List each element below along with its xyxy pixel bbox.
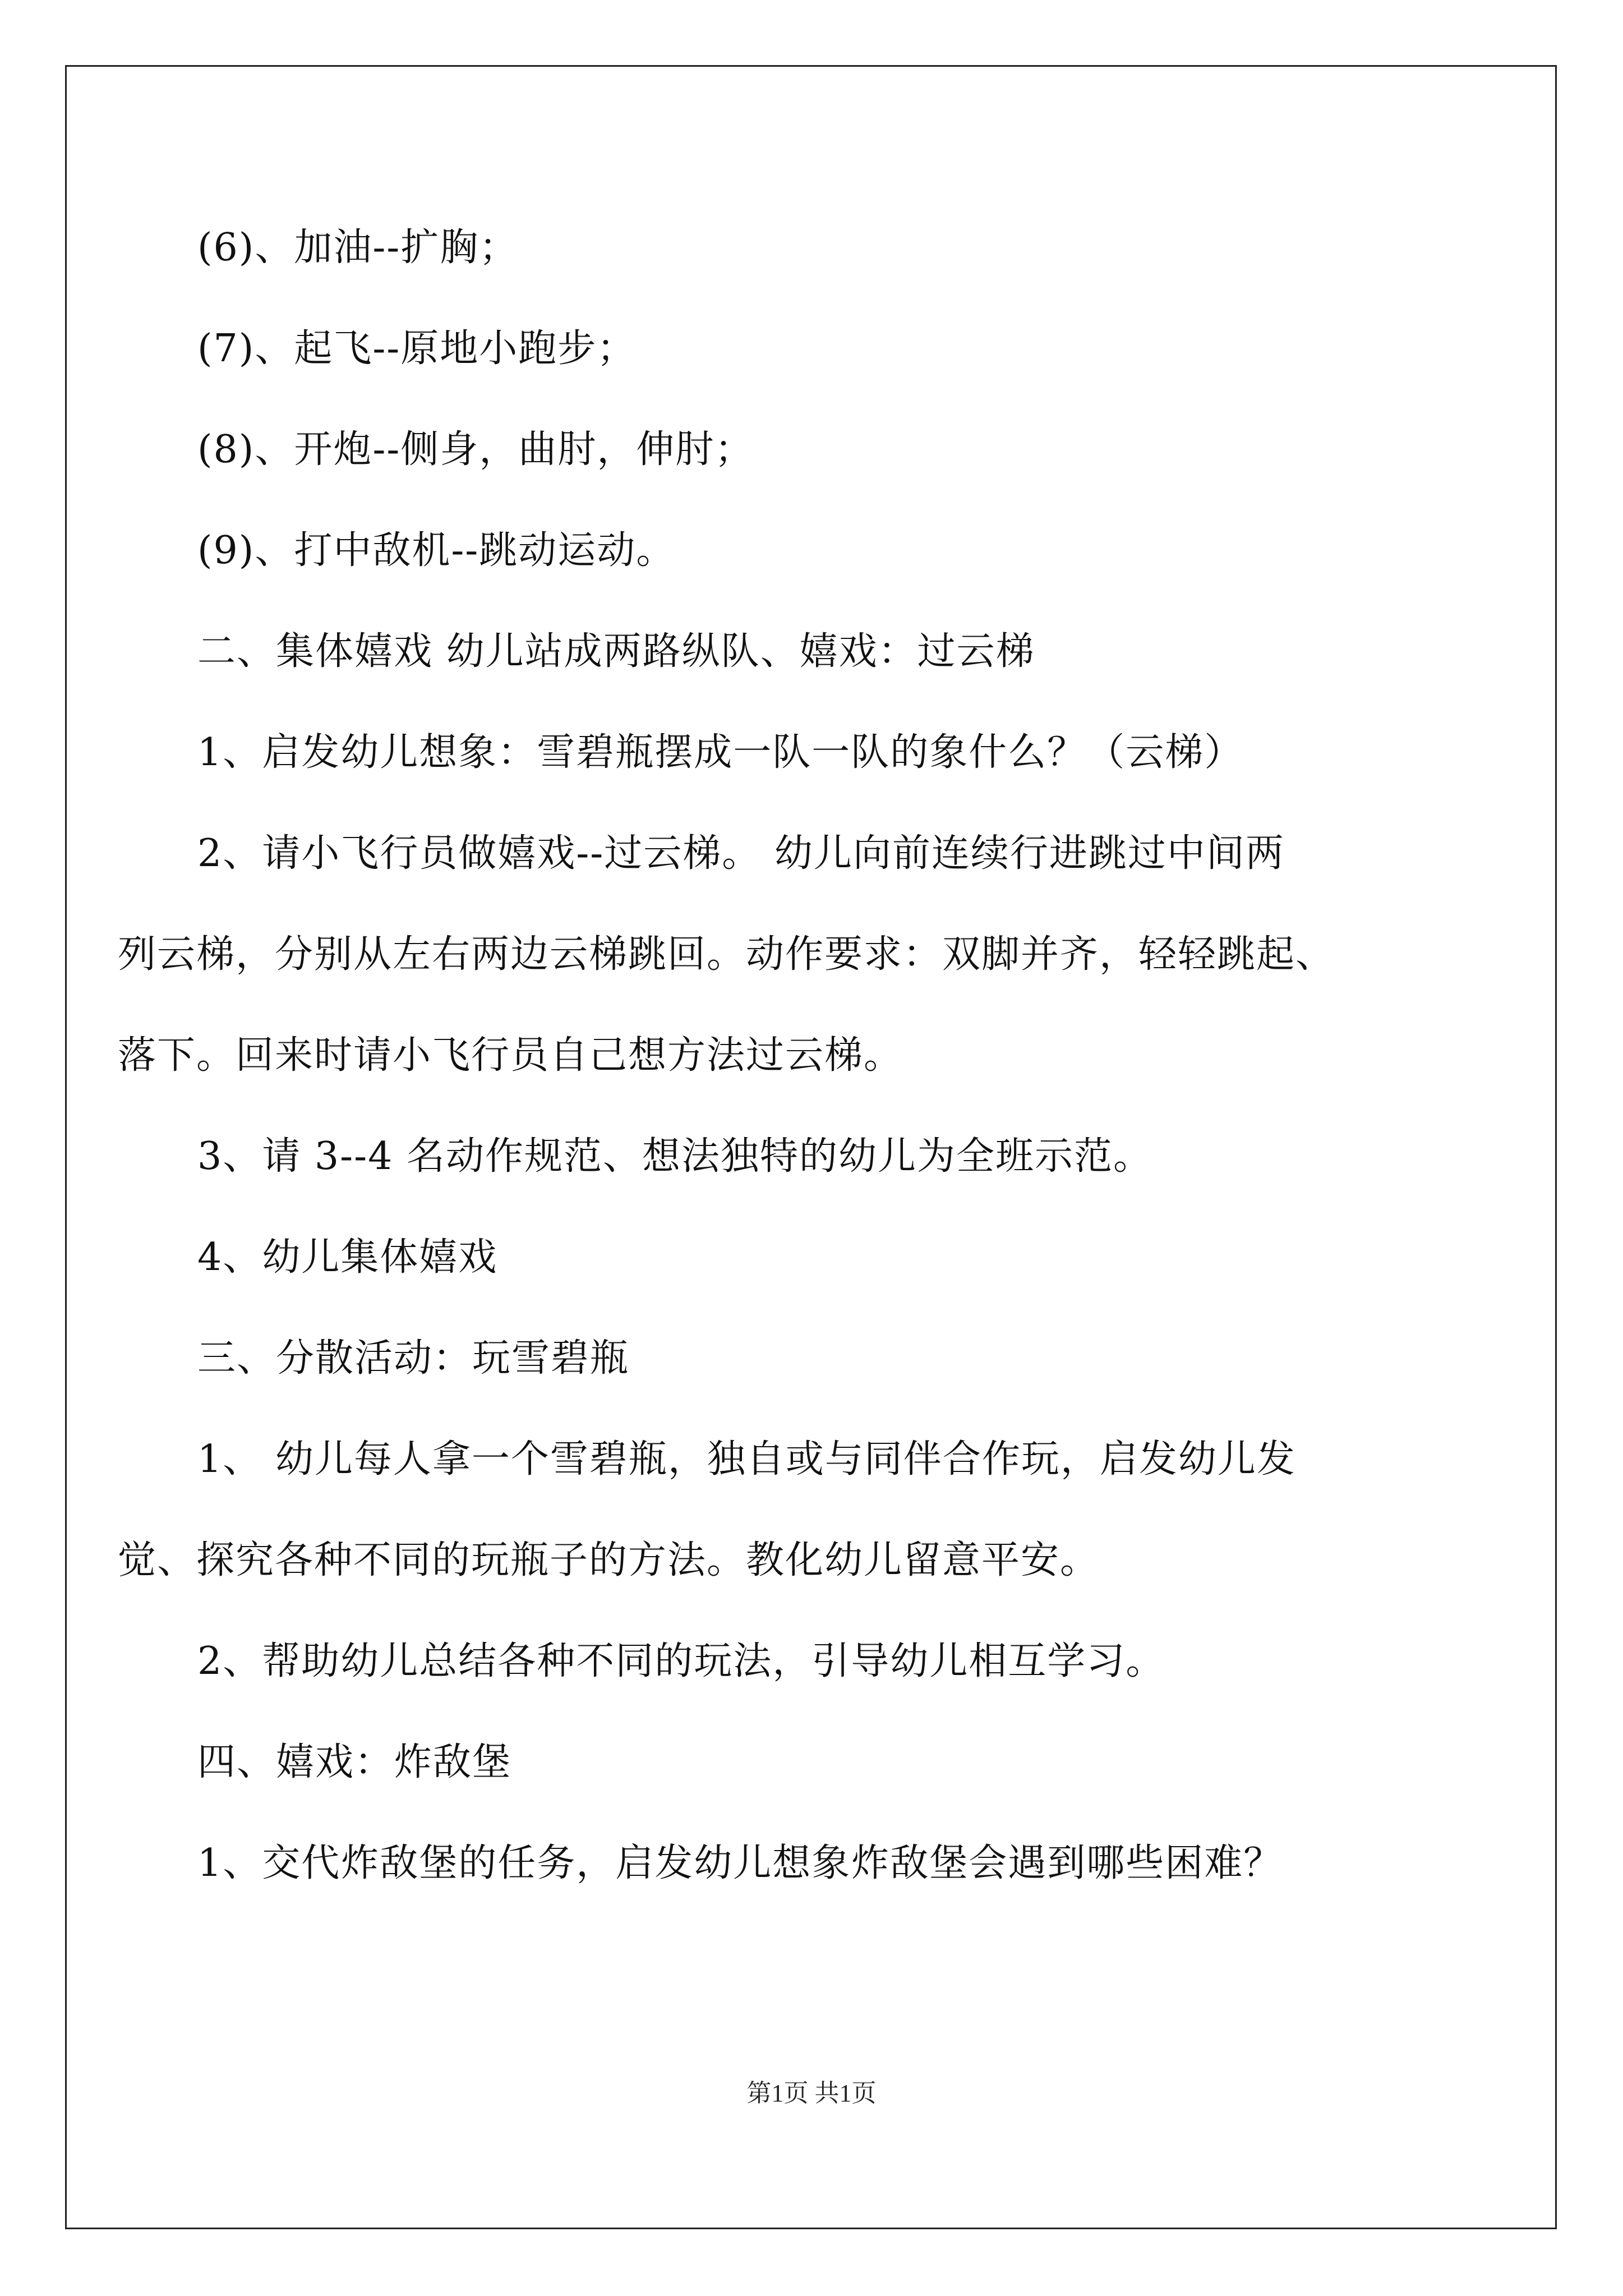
- page-footer: 第1页 共1页: [746, 2079, 877, 2107]
- text-line: 觉、探究各种不同的玩瓶子的方法。教化幼儿留意平安。: [118, 1538, 1100, 1582]
- text-line: 1、启发幼儿想象：雪碧瓶摆成一队一队的象什么？（云梯）: [197, 730, 1244, 775]
- section-heading: 四、嬉戏：炸敌堡: [197, 1740, 512, 1784]
- text-line: 4、幼儿集体嬉戏: [197, 1235, 498, 1280]
- text-line: (7)、起飞--原地小跑步；: [197, 326, 637, 371]
- text-line: 2、请小飞行员做嬉戏--过云梯。 幼儿向前连续行进跳过中间两: [197, 831, 1285, 876]
- text-line: 1、 幼儿每人拿一个雪碧瓶，独自或与同伴合作玩，启发幼儿发: [197, 1437, 1296, 1481]
- text-line: 2、帮助幼儿总结各种不同的玩法，引导幼儿相互学习。: [197, 1639, 1165, 1683]
- text-line: (8)、开炮--侧身，曲肘，伸肘；: [197, 427, 754, 472]
- text-line: 1、交代炸敌堡的任务，启发幼儿想象炸敌堡会遇到哪些困难？: [197, 1841, 1283, 1885]
- text-line: (9)、打中敌机--跳动运动。: [197, 528, 676, 573]
- text-line: (6)、加油--扩胸；: [197, 226, 519, 270]
- section-heading: 二、集体嬉戏 幼儿站成两路纵队、嬉戏：过云梯: [197, 629, 1035, 674]
- text-line: 落下。回来时请小飞行员自己想方法过云梯。: [118, 1033, 903, 1078]
- text-line: 3、请 3--4 名动作规范、想法独特的幼儿为全班示范。: [197, 1134, 1152, 1179]
- text-line: 列云梯，分别从左右两边云梯跳回。动作要求：双脚并齐，轻轻跳起、: [118, 932, 1335, 977]
- section-heading: 三、分散活动：玩雪碧瓶: [197, 1336, 630, 1381]
